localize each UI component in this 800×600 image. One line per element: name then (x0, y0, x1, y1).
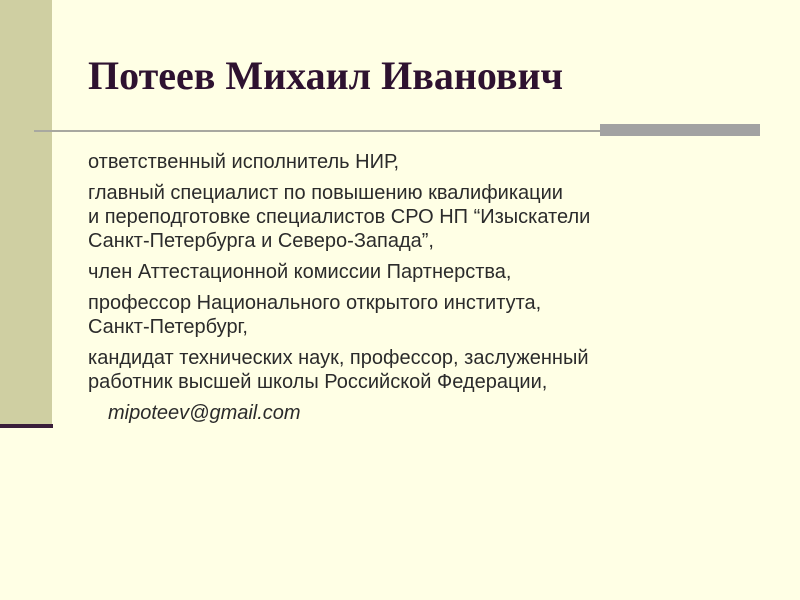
list-item (88, 260, 778, 284)
left-band-accent-line (0, 424, 53, 428)
list-item-line: Санкт-Петербург, (88, 316, 248, 338)
title-divider-line (34, 130, 600, 132)
list-item-line: член Аттестационной комиссии Партнерства, (88, 261, 512, 283)
list-item-line: главный специалист по повышению квалификации (88, 182, 563, 204)
list-item-line: профессор Национального открытого института, (88, 292, 542, 314)
list-item-line: и переподготовке специалистов СРО НП “Изыскатели (88, 206, 591, 228)
list-item (88, 346, 778, 394)
list-item (88, 291, 778, 339)
list-item (88, 181, 778, 253)
left-decorative-band (0, 0, 52, 426)
title-divider-bar (600, 124, 760, 136)
contact-email: mipoteev@gmail.com (108, 402, 301, 424)
slide-body (88, 150, 778, 425)
list-item-line: работник высшей школы Российской Федерации, (88, 371, 548, 393)
list-item (88, 150, 778, 174)
slide-title: Потеев Михаил Иванович (88, 53, 564, 98)
list-item-line: кандидат технических наук, профессор, заслуженный (88, 347, 589, 369)
list-item-line: ответственный исполнитель НИР, (88, 151, 400, 173)
list-item-line: Санкт-Петербурга и Северо-Запада”, (88, 230, 434, 252)
